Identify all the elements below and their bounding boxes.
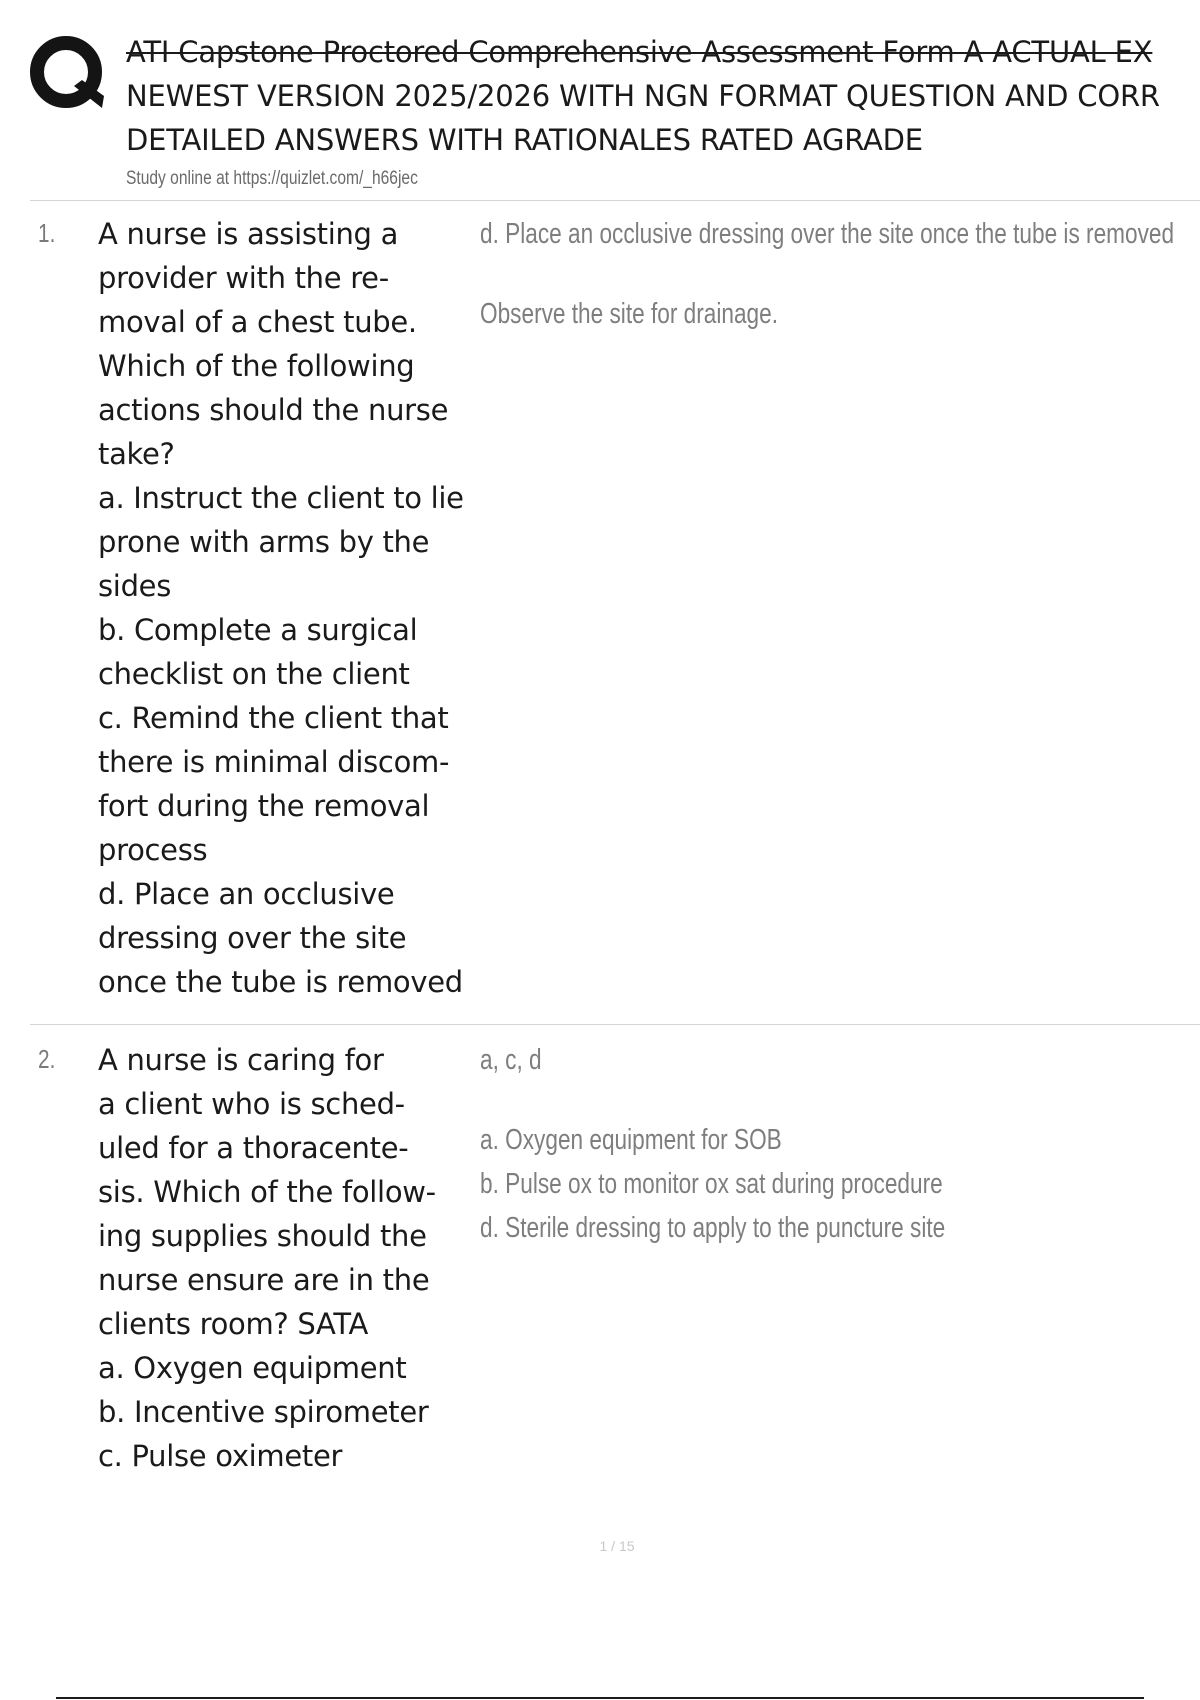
term-line: A nurse is caring for	[98, 1043, 384, 1077]
term-line: dressing over the site	[98, 921, 407, 955]
definition-spacer	[480, 256, 1042, 292]
card-term	[98, 212, 478, 1004]
document-header	[126, 30, 1200, 190]
card-divider	[30, 1024, 1200, 1025]
card-definition	[480, 1038, 1042, 1250]
definition-line: Observe the site for drainage.	[480, 298, 778, 330]
term-line: actions should the nurse	[98, 393, 449, 427]
term-line: a. Instruct the client to lie	[98, 481, 464, 515]
term-line: prone with arms by the	[98, 525, 430, 559]
term-line: clients room? SATA	[98, 1307, 369, 1341]
term-line: a client who is sched-	[98, 1087, 405, 1121]
card-number: 2.	[38, 1044, 56, 1074]
term-line: b. Incentive spirometer	[98, 1395, 429, 1429]
term-line: a. Oxygen equipment	[98, 1351, 407, 1385]
term-line: nurse ensure are in the	[98, 1263, 430, 1297]
term-line: process	[98, 833, 208, 867]
definition-line: b. Pulse ox to monitor ox sat during procedure	[480, 1168, 943, 1200]
definition-line: d. Place an occlusive dressing over the site once the tube is removed	[480, 218, 1175, 250]
document-title-line-1: ATI Capstone Proctored Comprehensive Assessment Form A ACTUAL EX	[126, 35, 1153, 69]
card-definition	[480, 212, 1175, 336]
term-line: once the tube is removed	[98, 965, 463, 999]
definition-line: a. Oxygen equipment for SOB	[480, 1124, 782, 1156]
term-line: c. Remind the client that	[98, 701, 449, 735]
card-number: 1.	[38, 218, 56, 248]
term-line: sides	[98, 569, 172, 603]
definition-line: a, c, d	[480, 1044, 542, 1076]
term-line: A nurse is assisting a	[98, 217, 399, 251]
definition-line: d. Sterile dressing to apply to the puncture site	[480, 1212, 946, 1244]
document-title-line-2: NEWEST VERSION 2025/2026 WITH NGN FORMAT QUESTION AND CORR	[126, 79, 1160, 113]
term-line: uled for a thoracente-	[98, 1131, 409, 1165]
term-line: checklist on the client	[98, 657, 410, 691]
term-line: Which of the following	[98, 349, 415, 383]
footer-rule	[56, 1697, 1144, 1699]
term-line: b. Complete a surgical	[98, 613, 418, 647]
term-line: sis. Which of the follow-	[98, 1175, 436, 1209]
quizlet-q-logo-icon	[30, 32, 106, 112]
term-line: c. Pulse oximeter	[98, 1439, 343, 1473]
document-title-line-3: DETAILED ANSWERS WITH RATIONALES RATED AGRADE	[126, 123, 923, 157]
term-line: ing supplies should the	[98, 1219, 427, 1253]
term-line: provider with the re-	[98, 261, 389, 295]
term-line: moval of a chest tube.	[98, 305, 417, 339]
study-online-link[interactable]: Study online at https://quizlet.com/_h66jec	[126, 168, 418, 189]
page-number: 1 / 15	[599, 1538, 635, 1554]
term-line: d. Place an occlusive	[98, 877, 395, 911]
term-line: there is minimal discom-	[98, 745, 450, 779]
definition-spacer	[480, 1082, 1042, 1118]
header-divider	[30, 200, 1200, 201]
card-term	[98, 1038, 478, 1478]
term-line: fort during the removal	[98, 789, 430, 823]
term-line: take?	[98, 437, 175, 471]
